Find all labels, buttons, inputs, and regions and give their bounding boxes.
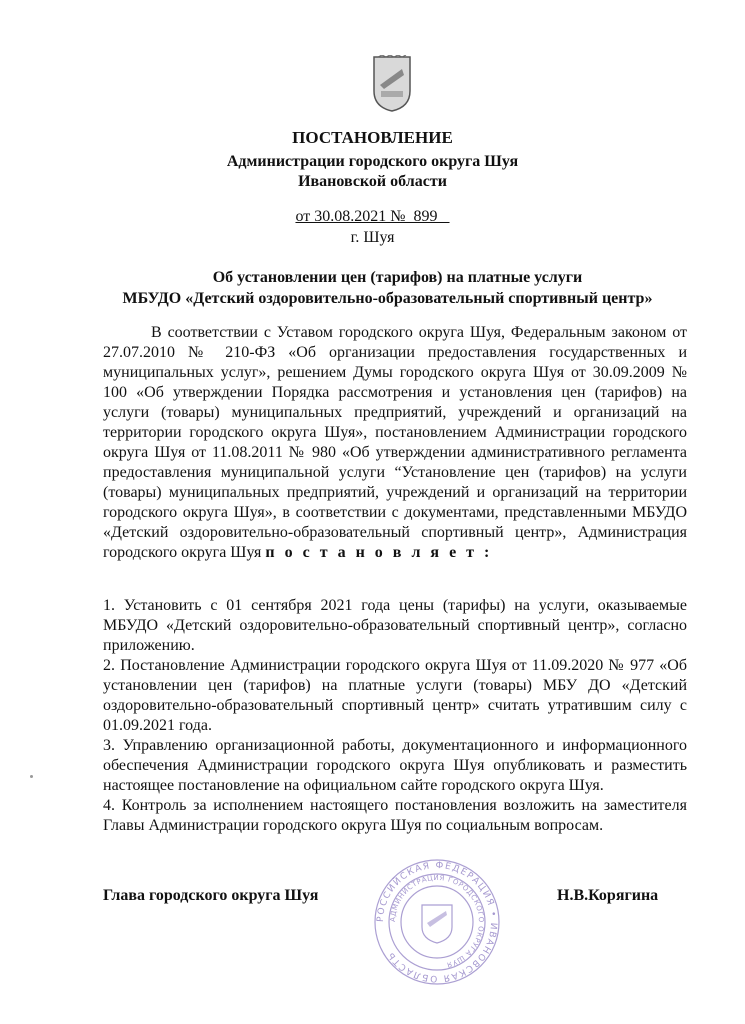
preamble-paragraph	[103, 323, 687, 563]
stamp-inner-text: АДМИНИСТРАЦИЯ ГОРОДСКОГО ОКРУГА ШУЯ	[388, 873, 486, 969]
preamble	[103, 323, 687, 563]
resolution-item: 1. Установить с 01 сентября 2021 года цены (тарифы) на услуги, оказываемые МБУДО «Детский оздоровительно-образовательный спортивный центр», согласно приложению.	[103, 597, 687, 654]
document-date-number: от 30.08.2021 № 899	[295, 208, 450, 225]
official-stamp-icon	[372, 857, 502, 987]
issuer-line-2: Ивановской области	[298, 173, 447, 190]
issuer-line-1: Администрации городского округа Шуя	[226, 153, 519, 170]
subject-line-2: МБУДО «Детский оздоровительно-образовательный спортивный центр»	[122, 290, 653, 307]
resolution-item: 2. Постановление Администрации городского округа Шуя от 11.09.2020 № 977 «Об установлении цен (тарифов) на платные услуги (товары) МБУ ДО «Детский оздоровительно-образовательный спортивный центр» считать утратившим силу с 01.09.2021 года.	[103, 657, 687, 734]
preamble-text: В соответствии с Уставом городского округа Шуя, Федеральным законом от 27.07.2010 № 210-ФЗ «Об организации предоставления государственных и муниципальных услуг», решением Думы городского округа Шуя от 30.09.2009 № 100 «Об утверждении Порядка рассмотрения и установления цен (тарифов) на услуги (товары) муниципальных предприятий, учреждений и организаций на территории городского округа Шуя», постановлением Администрации городского округа Шуя от 11.08.2011 № 980 «Об утверждении административного регламента предоставления муниципальной услуги “Установление цен (тарифов) на услуги (товары) муниципальных предприятий, учреждений и организаций на территории городского округа Шуя», в соответствии с документами, представленными МБУДО «Детский оздоровительно-образовательный спортивный центр», Администрация городского округа Шуя	[103, 324, 687, 561]
scan-speck	[30, 775, 33, 778]
resolution-item: 3. Управлению организационной работы, документационного и информационного обеспечения Администрации городского округа Шуя опубликовать и разместить настоящее постановление на официальном сайте городского округа Шуя.	[103, 737, 687, 794]
signatory-position: Глава городского округа Шуя	[103, 887, 319, 904]
resolution-item: 4. Контроль за исполнением настоящего постановления возложить на заместителя Главы Администрации городского округа Шуя по социальным вопросам.	[103, 797, 687, 834]
resolve-word: п о с т а н о в л я е т :	[265, 544, 493, 561]
document-title: ПОСТАНОВЛЕНИЕ	[292, 128, 453, 147]
document-city: г. Шуя	[350, 229, 395, 246]
subject-line-1: Об установлении цен (тарифов) на платные услуги	[212, 269, 583, 286]
signatory-name: Н.В.Корягина	[557, 887, 659, 904]
stamp-outer-text: РОССИЙСКАЯ ФЕДЕРАЦИЯ • ИВАНОВСКАЯ ОБЛАСТЬ	[375, 860, 499, 984]
coat-of-arms-icon	[372, 55, 412, 113]
resolution-items	[103, 596, 687, 836]
